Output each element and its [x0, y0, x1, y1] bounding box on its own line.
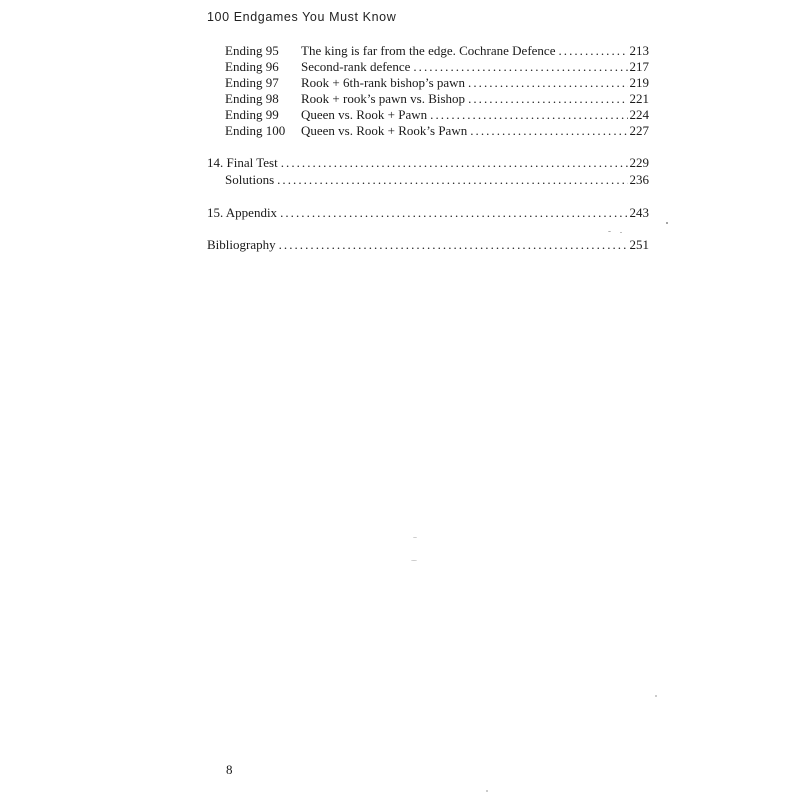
- ending-label: Ending 96: [225, 59, 279, 74]
- page-ref: 219: [629, 75, 649, 90]
- dot-leader: [278, 155, 628, 171]
- ending-label: Ending 95: [225, 43, 279, 58]
- ending-label: Ending 99: [225, 107, 279, 122]
- scan-speck: [486, 790, 488, 792]
- toc-entry: [301, 43, 649, 59]
- toc-row-ending-98: [0, 91, 800, 107]
- dot-leader: [410, 59, 627, 75]
- ending-title: Queen vs. Rook + Pawn: [301, 107, 428, 122]
- ending-title: Queen vs. Rook + Rook’s Pawn: [301, 123, 468, 138]
- scan-speck: [608, 231, 611, 232]
- dot-leader: [467, 123, 627, 139]
- toc-entry: [301, 107, 649, 123]
- toc-entry: [301, 59, 649, 75]
- toc-entry: [207, 237, 649, 253]
- dot-leader: [465, 91, 627, 107]
- running-head: 100 Endgames You Must Know: [207, 10, 397, 24]
- toc-row-appendix: [0, 205, 800, 221]
- dot-leader: [276, 237, 628, 253]
- ending-label: Ending 100: [225, 123, 286, 138]
- dot-leader: [274, 172, 627, 188]
- toc-row-ending-96: [0, 59, 800, 75]
- page-ref: 217: [629, 59, 649, 74]
- toc-row-ending-100: [0, 123, 800, 139]
- toc-entry: [301, 123, 649, 139]
- page-ref: 243: [629, 205, 649, 220]
- scan-speck: [666, 222, 668, 224]
- toc-entry: [207, 155, 649, 171]
- dot-leader: [427, 107, 627, 123]
- ending-label: Ending 98: [225, 91, 279, 106]
- page-ref: 229: [629, 155, 649, 170]
- page-ref: 221: [629, 91, 649, 106]
- page-ref: 213: [629, 43, 649, 58]
- chapter-title: 15. Appendix: [207, 205, 278, 220]
- page-ref: 251: [629, 237, 649, 252]
- chapter-title: Bibliography: [207, 237, 276, 252]
- ending-title: Rook + 6th-rank bishop’s pawn: [301, 75, 466, 90]
- scan-speck: [620, 232, 622, 233]
- toc-entry: [301, 91, 649, 107]
- toc-entry: [207, 205, 649, 221]
- dot-leader: [465, 75, 627, 91]
- toc-row-ending-99: [0, 107, 800, 123]
- toc-row-ending-97: [0, 75, 800, 91]
- toc-row-solutions: [0, 172, 800, 188]
- dot-leader: [555, 43, 627, 59]
- page-ref: 224: [629, 107, 649, 122]
- scan-speck: [413, 537, 417, 538]
- toc-row-bibliography: [0, 237, 800, 253]
- scan-speck: [411, 560, 417, 561]
- toc-row-final-test: [0, 155, 800, 171]
- ending-title: Second-rank defence: [301, 59, 411, 74]
- toc-entry: [225, 172, 649, 188]
- ending-title: The king is far from the edge. Cochrane Defence: [301, 43, 556, 58]
- ending-label: Ending 97: [225, 75, 279, 90]
- page-ref: 236: [629, 172, 649, 187]
- chapter-title: Solutions: [225, 172, 275, 187]
- toc-row-ending-95: [0, 43, 800, 59]
- page-number: 8: [226, 762, 233, 777]
- toc-entry: [301, 75, 649, 91]
- scan-speck: [655, 695, 657, 697]
- ending-title: Rook + rook’s pawn vs. Bishop: [301, 91, 466, 106]
- dot-leader: [277, 205, 627, 221]
- chapter-title: 14. Final Test: [207, 155, 278, 170]
- page-ref: 227: [629, 123, 649, 138]
